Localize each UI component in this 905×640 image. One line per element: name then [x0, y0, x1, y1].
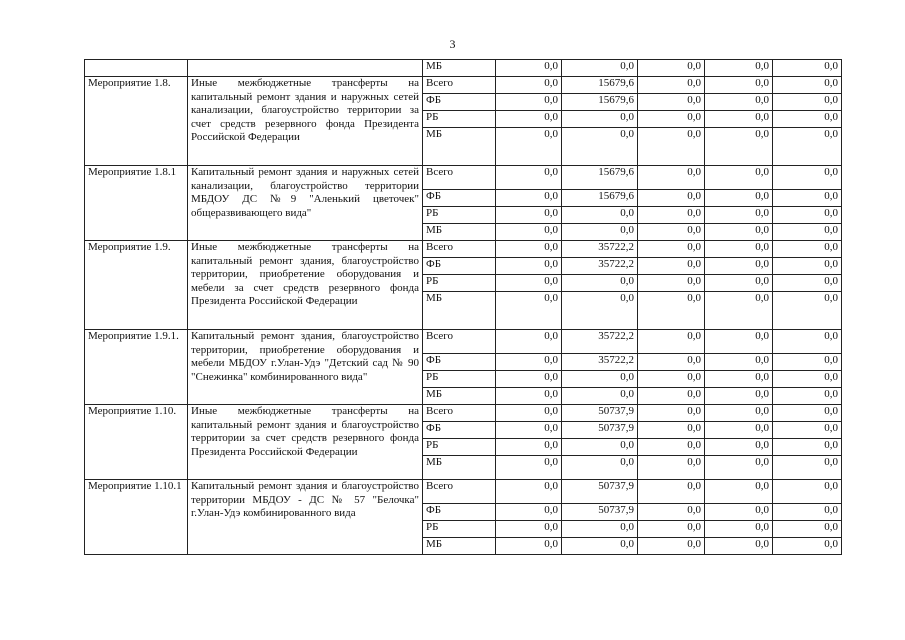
value-cell: 0,0	[638, 60, 705, 77]
value-cell: 0,0	[705, 166, 773, 190]
value-cell: 50737,9	[562, 422, 638, 439]
source-cell: ФБ	[423, 94, 496, 111]
value-cell: 0,0	[773, 241, 842, 258]
value-cell: 50737,9	[562, 480, 638, 504]
value-cell: 0,0	[773, 354, 842, 371]
source-cell: Всего	[423, 405, 496, 422]
value-cell: 0,0	[773, 521, 842, 538]
source-cell: РБ	[423, 439, 496, 456]
value-cell: 0,0	[638, 166, 705, 190]
value-cell: 0,0	[638, 538, 705, 555]
table-body	[85, 60, 842, 555]
source-cell: РБ	[423, 207, 496, 224]
value-cell: 0,0	[705, 190, 773, 207]
measure-name-cell: Мероприятие 1.10.	[85, 405, 188, 480]
value-cell: 0,0	[638, 128, 705, 166]
measure-desc-cell: Капитальный ремонт здания и благоустройство территории МБДОУ - ДС № 57 "Белочка" г.Улан-Удэ комбинированного вида	[188, 480, 423, 555]
value-cell: 35722,2	[562, 330, 638, 354]
value-cell: 0,0	[638, 439, 705, 456]
value-cell: 0,0	[496, 60, 562, 77]
value-cell: 0,0	[773, 60, 842, 77]
value-cell: 0,0	[773, 77, 842, 94]
value-cell: 0,0	[638, 224, 705, 241]
value-cell: 0,0	[638, 422, 705, 439]
measure-desc-cell	[188, 60, 423, 77]
source-cell: Всего	[423, 330, 496, 354]
value-cell: 0,0	[496, 405, 562, 422]
source-cell: ФБ	[423, 190, 496, 207]
value-cell: 15679,6	[562, 166, 638, 190]
value-cell: 0,0	[638, 207, 705, 224]
value-cell: 0,0	[773, 388, 842, 405]
value-cell: 0,0	[638, 330, 705, 354]
value-cell: 0,0	[496, 354, 562, 371]
source-cell: МБ	[423, 224, 496, 241]
value-cell: 0,0	[705, 275, 773, 292]
value-cell: 35722,2	[562, 241, 638, 258]
value-cell: 0,0	[496, 275, 562, 292]
value-cell: 0,0	[638, 521, 705, 538]
value-cell: 0,0	[496, 258, 562, 275]
value-cell: 0,0	[705, 128, 773, 166]
table-row	[85, 330, 842, 354]
measure-name-cell: Мероприятие 1.8.1	[85, 166, 188, 241]
value-cell: 0,0	[705, 521, 773, 538]
measure-desc-cell: Капитальный ремонт здания, благоустройство территории, приобретение оборудования и мебели МБДОУ г.Улан-Удэ "Детский сад № 90 "Снежинка" комбинированного вида"	[188, 330, 423, 405]
value-cell: 0,0	[773, 538, 842, 555]
value-cell: 0,0	[773, 128, 842, 166]
value-cell: 0,0	[638, 504, 705, 521]
value-cell: 35722,2	[562, 354, 638, 371]
value-cell: 0,0	[705, 456, 773, 480]
value-cell: 0,0	[705, 388, 773, 405]
value-cell: 0,0	[638, 111, 705, 128]
source-cell: Всего	[423, 480, 496, 504]
source-cell: МБ	[423, 456, 496, 480]
source-cell: ФБ	[423, 258, 496, 275]
value-cell: 0,0	[638, 77, 705, 94]
value-cell: 0,0	[773, 422, 842, 439]
value-cell: 0,0	[496, 422, 562, 439]
value-cell: 0,0	[773, 111, 842, 128]
value-cell: 0,0	[705, 241, 773, 258]
value-cell: 0,0	[496, 190, 562, 207]
table-row	[85, 77, 842, 94]
value-cell: 0,0	[705, 60, 773, 77]
value-cell: 0,0	[562, 456, 638, 480]
value-cell: 0,0	[773, 190, 842, 207]
value-cell: 0,0	[496, 111, 562, 128]
value-cell: 0,0	[705, 405, 773, 422]
budget-table	[84, 59, 842, 555]
value-cell: 0,0	[496, 94, 562, 111]
value-cell: 0,0	[562, 388, 638, 405]
measure-desc-cell: Иные межбюджетные трансферты на капитальный ремонт здания и благоустройство территории за счет средств резервного фонда Президента Российской Федерации	[188, 405, 423, 480]
value-cell: 0,0	[562, 275, 638, 292]
value-cell: 0,0	[705, 354, 773, 371]
value-cell: 0,0	[496, 480, 562, 504]
source-cell: РБ	[423, 275, 496, 292]
value-cell: 0,0	[638, 94, 705, 111]
value-cell: 0,0	[705, 504, 773, 521]
table-row	[85, 405, 842, 422]
source-cell: МБ	[423, 128, 496, 166]
measure-desc-cell: Капитальный ремонт здания и наружных сетей канализации, благоустройство территории МБДОУ ДС №9 "Аленький цветочек" общеразвивающего вида"	[188, 166, 423, 241]
source-cell: Всего	[423, 166, 496, 190]
value-cell: 0,0	[773, 405, 842, 422]
value-cell: 0,0	[562, 371, 638, 388]
value-cell: 0,0	[496, 504, 562, 521]
value-cell: 0,0	[496, 456, 562, 480]
value-cell: 0,0	[496, 292, 562, 330]
value-cell: 0,0	[496, 224, 562, 241]
source-cell: ФБ	[423, 354, 496, 371]
value-cell: 0,0	[638, 275, 705, 292]
measure-name-cell	[85, 60, 188, 77]
value-cell: 0,0	[638, 258, 705, 275]
source-cell: ФБ	[423, 422, 496, 439]
source-cell: МБ	[423, 538, 496, 555]
value-cell: 0,0	[773, 207, 842, 224]
value-cell: 0,0	[496, 166, 562, 190]
table-row	[85, 60, 842, 77]
value-cell: 0,0	[562, 111, 638, 128]
value-cell: 0,0	[705, 480, 773, 504]
value-cell: 0,0	[496, 241, 562, 258]
source-cell: ФБ	[423, 504, 496, 521]
value-cell: 0,0	[562, 60, 638, 77]
value-cell: 0,0	[773, 371, 842, 388]
value-cell: 0,0	[773, 166, 842, 190]
value-cell: 0,0	[496, 388, 562, 405]
value-cell: 0,0	[773, 330, 842, 354]
value-cell: 0,0	[638, 388, 705, 405]
value-cell: 15679,6	[562, 77, 638, 94]
value-cell: 0,0	[638, 354, 705, 371]
value-cell: 0,0	[496, 439, 562, 456]
value-cell: 0,0	[496, 538, 562, 555]
value-cell: 35722,2	[562, 258, 638, 275]
source-cell: Всего	[423, 77, 496, 94]
measure-desc-cell: Иные межбюджетные трансферты на капитальный ремонт здания, благоустройство территории, приобретение оборудования и мебели за счет средств резервного фонда Президента Российской Федерации	[188, 241, 423, 330]
value-cell: 0,0	[562, 224, 638, 241]
value-cell: 0,0	[638, 405, 705, 422]
value-cell: 0,0	[496, 207, 562, 224]
value-cell: 0,0	[773, 439, 842, 456]
source-cell: МБ	[423, 292, 496, 330]
source-cell: Всего	[423, 241, 496, 258]
value-cell: 0,0	[705, 207, 773, 224]
value-cell: 50737,9	[562, 504, 638, 521]
value-cell: 0,0	[773, 224, 842, 241]
measure-name-cell: Мероприятие 1.9.	[85, 241, 188, 330]
value-cell: 0,0	[705, 224, 773, 241]
source-cell: МБ	[423, 388, 496, 405]
value-cell: 0,0	[705, 371, 773, 388]
value-cell: 15679,6	[562, 190, 638, 207]
value-cell: 0,0	[773, 456, 842, 480]
value-cell: 0,0	[705, 439, 773, 456]
value-cell: 0,0	[773, 504, 842, 521]
value-cell: 0,0	[562, 207, 638, 224]
value-cell: 0,0	[562, 521, 638, 538]
table-row	[85, 241, 842, 258]
value-cell: 50737,9	[562, 405, 638, 422]
measure-name-cell: Мероприятие 1.9.1.	[85, 330, 188, 405]
value-cell: 0,0	[496, 371, 562, 388]
value-cell: 0,0	[773, 292, 842, 330]
measure-name-cell: Мероприятие 1.10.1	[85, 480, 188, 555]
value-cell: 0,0	[773, 275, 842, 292]
value-cell: 0,0	[705, 94, 773, 111]
value-cell: 0,0	[705, 330, 773, 354]
source-cell: МБ	[423, 60, 496, 77]
value-cell: 0,0	[562, 439, 638, 456]
source-cell: РБ	[423, 371, 496, 388]
value-cell: 0,0	[705, 292, 773, 330]
measure-desc-cell: Иные межбюджетные трансферты на капитальный ремонт здания и наружных сетей канализации, благоустройство территории за счет средств резервного фонда Президента Российской Федерации	[188, 77, 423, 166]
value-cell: 0,0	[705, 538, 773, 555]
source-cell: РБ	[423, 111, 496, 128]
table-row	[85, 166, 842, 190]
value-cell: 0,0	[496, 128, 562, 166]
value-cell: 0,0	[705, 77, 773, 94]
value-cell: 0,0	[562, 128, 638, 166]
value-cell: 0,0	[705, 422, 773, 439]
source-cell: РБ	[423, 521, 496, 538]
value-cell: 15679,6	[562, 94, 638, 111]
value-cell: 0,0	[638, 292, 705, 330]
measure-name-cell: Мероприятие 1.8.	[85, 77, 188, 166]
value-cell: 0,0	[773, 480, 842, 504]
value-cell: 0,0	[496, 77, 562, 94]
value-cell: 0,0	[773, 94, 842, 111]
value-cell: 0,0	[638, 241, 705, 258]
value-cell: 0,0	[562, 292, 638, 330]
page-number: 3	[449, 37, 456, 51]
value-cell: 0,0	[705, 111, 773, 128]
value-cell: 0,0	[496, 330, 562, 354]
table-row	[85, 480, 842, 504]
value-cell: 0,0	[638, 371, 705, 388]
value-cell: 0,0	[496, 521, 562, 538]
value-cell: 0,0	[638, 190, 705, 207]
value-cell: 0,0	[638, 480, 705, 504]
value-cell: 0,0	[705, 258, 773, 275]
value-cell: 0,0	[562, 538, 638, 555]
value-cell: 0,0	[773, 258, 842, 275]
value-cell: 0,0	[638, 456, 705, 480]
